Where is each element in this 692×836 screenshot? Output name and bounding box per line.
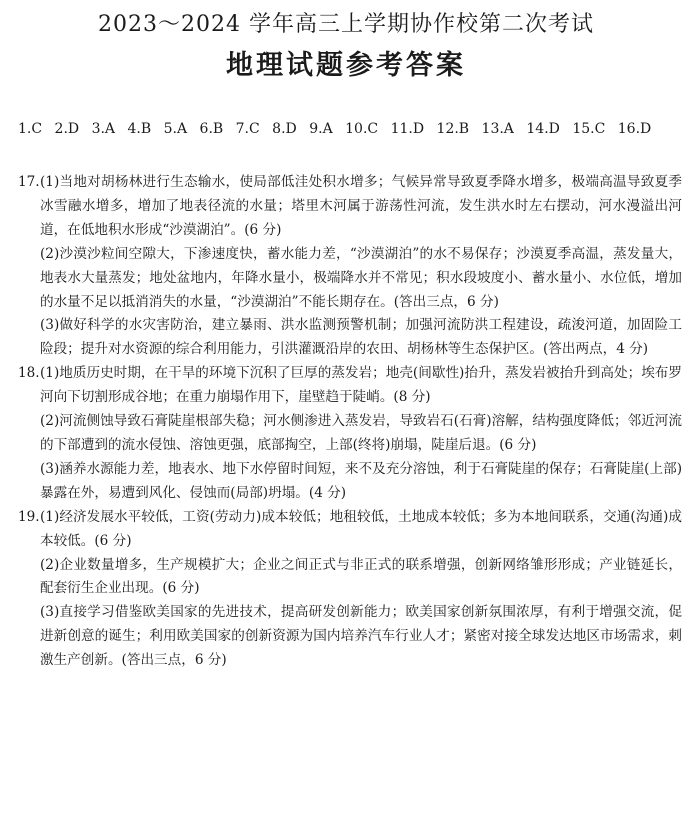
answer-item: 12.B	[436, 121, 470, 137]
exam-title: 2023～2024 学年高三上学期协作校第二次考试	[98, 12, 594, 37]
answer-paragraph: (2)企业数量增多，生产规模扩大；企业之间正式与非正式的联系增强，创新网络雏形形成；产业链延长，配套衍生企业出现。(6 分)	[40, 556, 682, 597]
question-17	[18, 171, 682, 362]
answer-item: 4.B	[127, 121, 152, 137]
answer-paragraph: (1)当地对胡杨林进行生态输水，使局部低洼处积水增多；气候异常导致夏季降水增多，极端高温导致夏季冰雪融水增多，增加了地表径流的水量；塔里木河属于游荡性河流，发生洪水时左右摆动，河水漫溢出河道，在低地积水形成“沙漠湖泊”。(6 分)	[40, 174, 682, 238]
answer-paragraph: (3)直接学习借鉴欧美国家的先进技术，提高研发创新能力；欧美国家创新氛围浓厚，有利于增强交流，促进新创意的诞生；利用欧美国家的创新资源为国内培养汽车行业人才；紧密对接全球发达地区市场需求，刺激生产创新。(答出三点，6 分)	[40, 604, 682, 669]
answer-paragraph: (3)涵养水源能力差，地表水、地下水停留时间短，来不及充分溶蚀，利于石膏陡崖的保存；石膏陡崖(上部)暴露在外，易遭到风化、侵蚀而(局部)坍塌。(4 分)	[40, 460, 682, 501]
question-number: 18.	[18, 365, 40, 382]
question-19	[18, 506, 682, 673]
answer-item: 14.D	[526, 121, 560, 137]
answer-paragraph: (3)做好科学的水灾害防治，建立暴雨、洪水监测预警机制；加强河流防洪工程建设，疏浚河道，加固险工险段；提升对水资源的综合利用能力，引洪灌溉沿岸的农田、胡杨林等生态保护区。(答出两点，4 分)	[40, 317, 682, 358]
answer-item: 5.A	[163, 121, 188, 137]
answer-paragraph: (2)沙漠沙粒间空隙大，下渗速度快，蓄水能力差，“沙漠湖泊”的水不易保存；沙漠夏季高温，蒸发量大，地表水大量蒸发；地处盆地内，年降水量小，极端降水并不常见；积水段坡度小、蓄水量小、水位低，增加的水量不足以抵消消失的水量，“沙漠湖泊”不能长期存在。(答出三点，6 分)	[40, 245, 682, 310]
answer-item: 10.C	[345, 121, 379, 137]
question-number: 19.	[18, 508, 40, 525]
question-18	[18, 362, 682, 505]
question-number: 17.	[18, 174, 40, 190]
answer-item: 6.B	[199, 121, 224, 137]
answer-paragraph: (2)河流侧蚀导致石膏陡崖根部失稳；河水侧渗进入蒸发岩，导致岩石(石膏)溶解，结构强度降低；邻近河流的下部遭到的流水侵蚀、溶蚀更强，底部掏空，上部(终将)崩塌，陡崖后退。(6 分)	[40, 413, 682, 453]
essay-answers	[18, 171, 682, 673]
answer-item: 16.D	[617, 121, 652, 137]
multiple-choice-answers	[18, 118, 688, 140]
answer-paragraph: (1)经济发展水平较低，工资(劳动力)成本较低；地租较低，土地成本较低；多为本地间联系，交通(沟通)成本较低。(6 分)	[40, 508, 682, 549]
document-title: 地理试题参考答案	[226, 50, 466, 81]
answer-item: 3.A	[91, 121, 116, 137]
answer-item: 11.D	[390, 121, 425, 137]
answer-item: 1.C	[18, 121, 43, 137]
answer-item: 2.D	[54, 121, 80, 137]
answer-item: 9.A	[309, 121, 333, 137]
answer-item: 8.D	[272, 121, 297, 137]
answer-paragraph: (1)地质历史时期，在干旱的环境下沉积了巨厚的蒸发岩；地壳(间歇性)抬升，蒸发岩被抬升到高处；埃布罗河向下切割形成谷地；在重力崩塌作用下，崖壁趋于陡峭。(8 分)	[40, 365, 682, 406]
answer-item: 13.A	[481, 121, 514, 137]
answer-item: 7.C	[235, 121, 260, 137]
answer-item: 15.C	[572, 121, 606, 137]
